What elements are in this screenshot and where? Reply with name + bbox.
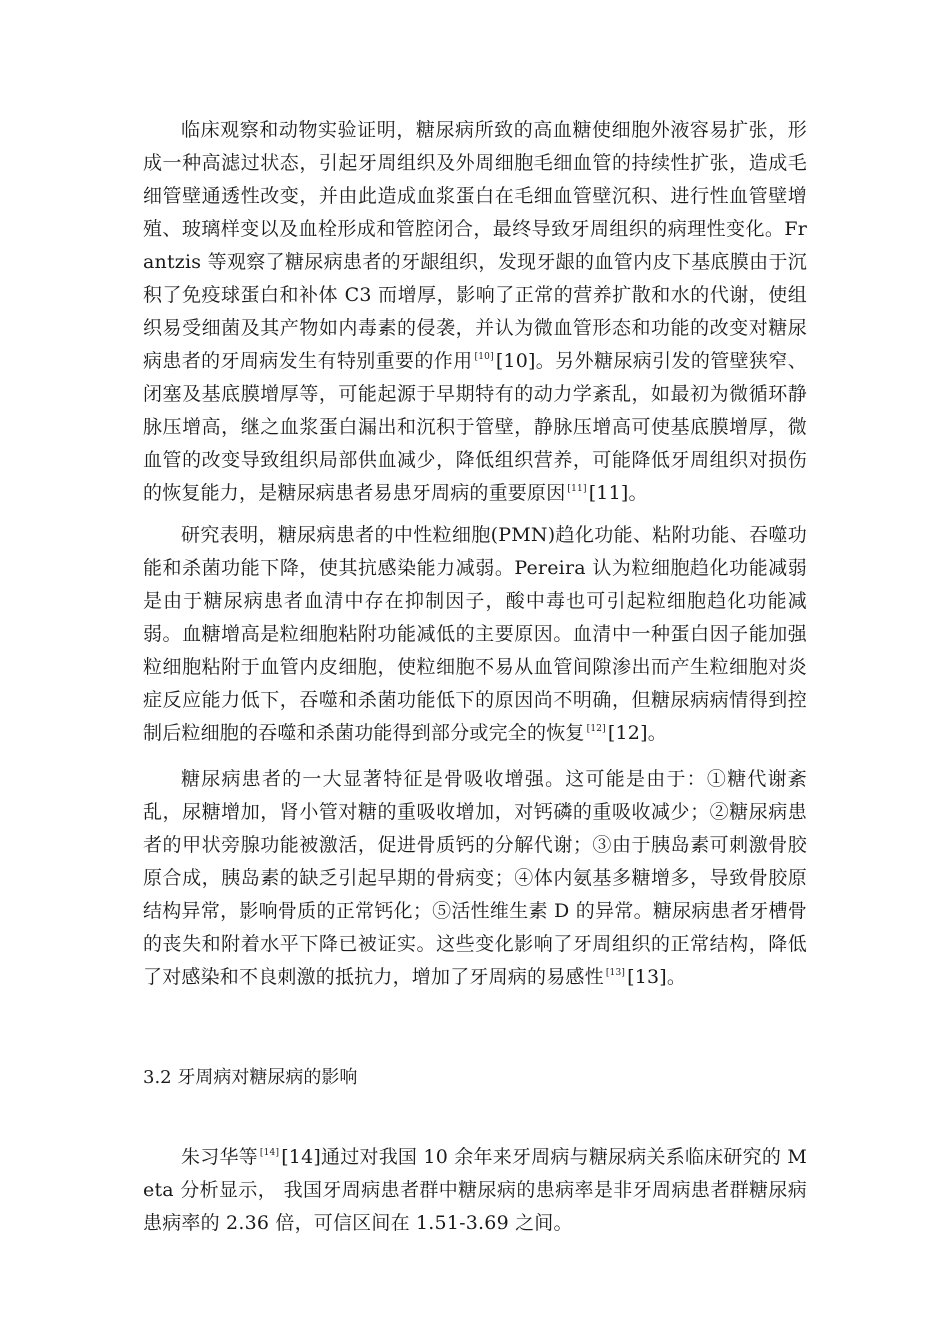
section-heading: 3.2 牙周病对糖尿病的影响 [143,1067,358,1088]
paragraph-text: [13]。 [627,966,687,988]
paragraph-text: 临床观察和动物实验证明，糖尿病所致的高血糖使细胞外液容易扩张，形成一种高滤过状态，引起牙周组织及外周细胞毛细血管的持续性扩张，造成毛细管壁通透性改变，并由此造成血浆蛋白在毛细血管壁沉积、进行性血管壁增殖、玻璃样变以及血栓形成和管腔闭合，最终导致牙周组织的病理性变化。Frantzis 等观察了糖尿病患者的牙龈组织，发现牙龈的血管内皮下基底膜由于沉积了免疫球蛋白和补体 C3 而增厚，影响了正常的营养扩散和水的代谢，使组织易受细菌及其产物如内毒素的侵袭，并认为微血管形态和功能的改变对糖尿病患者的牙周病发生有特别重要的作用 [143,119,807,372]
paragraph-microvascular [143,114,807,510]
paragraph-meta-analysis [143,1141,807,1240]
citation-superscript: [12] [586,724,606,734]
citation-superscript: [11] [567,484,587,494]
paragraph-neutrophil [143,519,807,750]
paragraph-text: 朱习华等 [181,1146,258,1168]
paragraph-bone-resorption [143,763,807,994]
paragraph-text: [11]。 [588,482,648,504]
paragraph-text: [12]。 [607,722,667,744]
citation-superscript: [14] [259,1148,280,1158]
paragraph-text: [10]。另外糖尿病引发的管壁狭窄、闭塞及基底膜增厚等，可能起源于早期特有的动力学紊乱，如最初为微循环静脉压增高，继之血浆蛋白漏出和沉积于管壁，静脉压增高可使基底膜增厚，微血管的改变导致组织局部供血减少，降低组织营养，可能降低牙周组织对损伤的恢复能力，是糖尿病患者易患牙周病的重要原因 [143,350,807,504]
paragraph-text: 糖尿病患者的一大显著特征是骨吸收增强。这可能是由于：①糖代谢紊乱，尿糖增加，肾小管对糖的重吸收增加，对钙磷的重吸收减少；②糖尿病患者的甲状旁腺功能被激活，促进骨质钙的分解代谢；③由于胰岛素可刺激骨胶原合成，胰岛素的缺乏引起早期的骨病变；④体内氨基多糖增多，导致骨胶原结构异常，影响骨质的正常钙化；⑤活性维生素 D 的异常。糖尿病患者牙槽骨的丧失和附着水平下降已被证实。这些变化影响了牙周组织的正常结构，降低了对感染和不良刺激的抵抗力，增加了牙周病的易感性 [143,768,807,988]
paragraph-text: [14]通过对我国 10 余年来牙周病与糖尿病关系临床研究的 Meta 分析显示， 我国牙周病患者群中糖尿病的患病率是非牙周病患者群糖尿病患病率的 2.36 倍，可信区间在 1.51-3.69 之间。 [143,1146,807,1234]
citation-superscript: [10] [474,352,494,362]
paragraph-text: 研究表明，糖尿病患者的中性粒细胞(PMN)趋化功能、粘附功能、吞噬功能和杀菌功能下降，使其抗感染能力减弱。Pereira 认为粒细胞趋化功能减弱是由于糖尿病患者血清中存在抑制因子，酸中毒也可引起粒细胞趋化功能减弱。血糖增高是粒细胞粘附功能减低的主要原因。血清中一种蛋白因子能加强粒细胞粘附于血管内皮细胞，使粒细胞不易从血管间隙渗出而产生粒细胞对炎症反应能力低下，吞噬和杀菌功能低下的原因尚不明确，但糖尿病病情得到控制后粒细胞的吞噬和杀菌功能得到部分或完全的恢复 [143,524,807,744]
citation-superscript: [13] [605,968,626,978]
